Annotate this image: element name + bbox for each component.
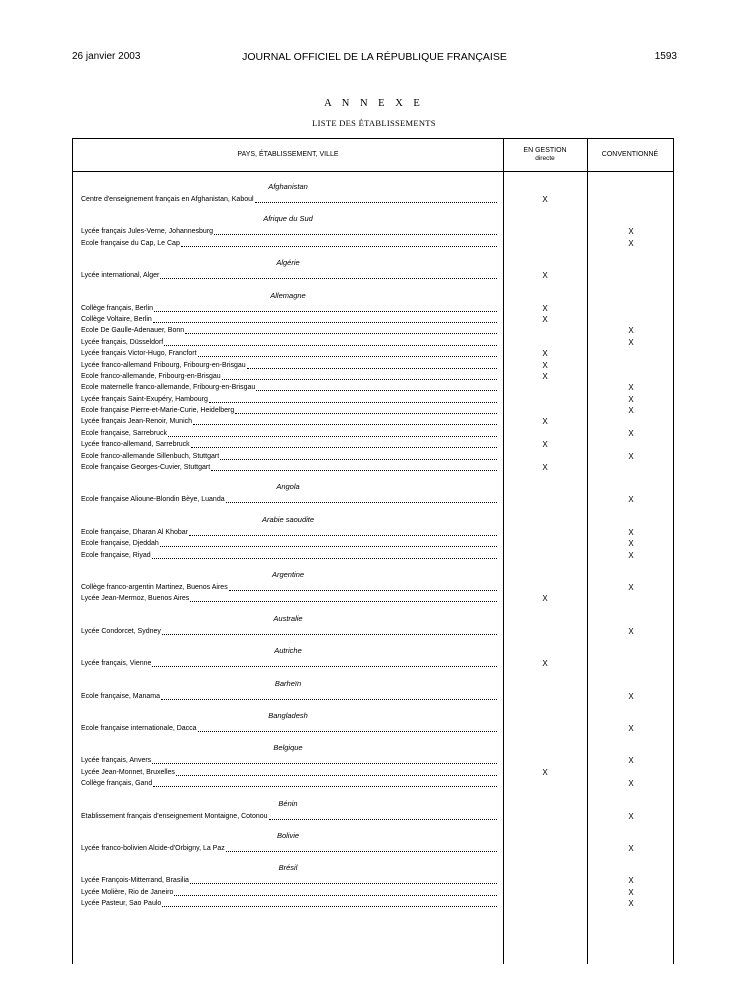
country-heading: Belgique [273, 743, 303, 753]
establishment-name: Lycée François-Mitterrand, Brasilia [81, 877, 189, 885]
table-row [73, 778, 673, 789]
establishment-cell [81, 451, 497, 462]
establishment-name: Lycée français Jean-Renoir, Munich [81, 418, 193, 426]
dot-leader [152, 658, 497, 667]
establishment-cell [81, 428, 497, 439]
establishment-name: Lycée franco-bolivien Alcide-d'Orbigny, La Paz [81, 844, 225, 852]
country-heading: Angola [276, 482, 300, 492]
table-row [73, 691, 673, 702]
table-header [73, 139, 673, 172]
establishment-cell [81, 755, 497, 766]
dot-leader [153, 778, 497, 787]
conventionne-mark: X [628, 428, 634, 438]
table-row [73, 337, 673, 348]
establishment-cell [81, 778, 497, 789]
establishment-name: Lycée français Saint-Exupéry, Hambourg [81, 395, 208, 403]
establishments-table [72, 138, 674, 964]
dot-leader [209, 394, 497, 403]
establishment-name: Lycée Molière, Rio de Janeiro [81, 888, 174, 896]
establishment-cell [81, 194, 497, 205]
conventionne-mark: X [628, 337, 634, 347]
establishment-cell [81, 898, 497, 909]
establishment-name: Lycée français, Anvers [81, 757, 152, 765]
column-header-conventionne: CONVENTIONNÉ [601, 151, 659, 158]
conventionne-mark: X [628, 326, 634, 336]
establishment-name: Centre d'enseignement français en Afghanistan, Kaboul [81, 196, 254, 203]
country-heading: Bénin [278, 798, 298, 808]
conventionne-mark: X [628, 451, 634, 461]
section-gap [73, 909, 673, 915]
establishment-name: Ecole française internationale, Dacca [81, 724, 197, 732]
establishment-name: Ecole française, Riyad [81, 551, 151, 559]
establishment-cell [81, 382, 497, 393]
dot-leader [211, 462, 497, 471]
establishment-name: Ecole française du Cap, Le Cap [81, 239, 180, 247]
direct-management-mark: X [542, 195, 548, 204]
establishment-cell [81, 626, 497, 637]
dot-leader [176, 767, 497, 776]
conventionne-mark: X [628, 691, 634, 701]
conventionne-mark: X [628, 626, 634, 636]
establishment-cell [81, 550, 497, 561]
establishment-name: Lycée français, Düsseldorf [81, 338, 164, 346]
conventionne-mark: X [628, 527, 634, 537]
establishment-cell [81, 314, 497, 325]
establishment-name: Ecole française, Manama [81, 692, 160, 700]
establishment-name: Collège français, Berlin [81, 304, 153, 312]
dot-leader [198, 723, 497, 732]
table-row [73, 887, 673, 898]
conventionne-mark: X [628, 227, 634, 237]
establishment-name: Ecole française, Djeddah [81, 540, 159, 548]
establishment-cell [81, 767, 497, 778]
direct-management-mark: X [542, 349, 548, 359]
conventionne-mark: X [628, 238, 634, 248]
conventionne-mark: X [628, 582, 634, 592]
establishment-cell [81, 360, 497, 371]
dot-leader [226, 494, 497, 503]
dot-leader [190, 875, 497, 884]
establishment-cell [81, 371, 497, 382]
conventionne-mark: X [628, 779, 634, 789]
table-row [73, 394, 673, 405]
conventionne-mark: X [628, 406, 634, 416]
table-row [73, 527, 673, 538]
conventionne-mark: X [628, 495, 634, 505]
conventionne-mark: X [628, 811, 634, 821]
establishment-name: Lycée français Jules-Verne, Johannesburg [81, 228, 214, 236]
header-date: 26 janvier 2003 [72, 51, 141, 62]
direct-management-mark: X [542, 303, 548, 313]
conventionne-mark: X [628, 383, 634, 393]
establishment-cell [81, 416, 497, 427]
establishment-name: Ecole maternelle franco-allemande, Fribourg-en-Brisgau [81, 384, 256, 392]
conventionne-mark: X [628, 756, 634, 766]
table-row [73, 811, 673, 822]
direct-management-mark: X [542, 360, 548, 370]
table-row [73, 538, 673, 549]
table-row [73, 582, 673, 593]
country-heading: Allemagne [270, 290, 306, 300]
establishment-name: Lycée franco-allemand Fribourg, Fribourg-en-Brisgau [81, 361, 246, 369]
establishment-name: Collège franco-argentin Martinez, Buenos Aires [81, 583, 228, 591]
table-row [73, 382, 673, 393]
dot-leader [190, 593, 497, 602]
table-row [73, 226, 673, 237]
conventionne-mark: X [628, 843, 634, 853]
country-heading: Bolivie [276, 830, 300, 840]
country-heading: Autriche [274, 646, 302, 656]
establishment-name: Ecole française Georges-Cuvier, Stuttgart [81, 464, 211, 472]
establishment-name: Ecole française, Dharan Al Khobar [81, 528, 189, 536]
conventionne-mark: X [628, 899, 634, 909]
country-heading: Barheïn [274, 678, 302, 688]
table-row [73, 360, 673, 371]
country-heading: Arabie saoudite [261, 514, 315, 524]
direct-management-mark: X [542, 594, 548, 604]
table-row [73, 238, 673, 249]
direct-management-mark: X [542, 659, 548, 669]
table-row [73, 755, 673, 766]
dot-leader [181, 238, 497, 247]
dot-leader [189, 527, 497, 536]
establishment-cell [81, 887, 497, 898]
dot-leader [255, 194, 497, 203]
establishment-cell [81, 462, 497, 473]
establishment-cell [81, 238, 497, 249]
table-row [73, 550, 673, 561]
direct-management-mark: X [542, 767, 548, 777]
page-header [72, 51, 677, 65]
dot-leader [193, 416, 497, 425]
country-heading: Bangladesh [268, 710, 308, 720]
establishment-name: Lycée Condorcet, Sydney [81, 627, 161, 635]
table-row [73, 451, 673, 462]
dot-leader [185, 325, 497, 334]
establishment-cell [81, 494, 497, 505]
direct-management-mark: X [542, 417, 548, 427]
establishment-name: Collège français, Gand [81, 780, 153, 788]
establishment-name: Etablissement français d'enseignement Montaigne, Cotonou [81, 812, 268, 820]
direct-management-mark: X [542, 440, 548, 450]
direct-management-mark: X [542, 314, 548, 324]
table-row [73, 348, 673, 359]
column-header-direct-management [503, 139, 587, 171]
establishment-name: Lycée Jean-Monnet, Bruxelles [81, 768, 175, 776]
establishment-cell [81, 303, 497, 314]
dot-leader [164, 337, 497, 346]
establishment-name: Ecole franco-allemande, Fribourg-en-Brisgau [81, 372, 221, 380]
establishment-cell [81, 723, 497, 734]
conventionne-mark: X [628, 887, 634, 897]
document-subtitle: LISTE DES ÉTABLISSEMENTS [312, 118, 436, 128]
establishment-cell [81, 270, 497, 281]
dot-leader [235, 405, 497, 414]
establishment-cell [81, 394, 497, 405]
dot-leader [162, 898, 497, 907]
establishment-name: Lycée international, Alger [81, 272, 160, 280]
dot-leader [214, 226, 497, 235]
table-row [73, 303, 673, 314]
dot-leader [222, 371, 497, 380]
table-row [73, 723, 673, 734]
country-heading: Brésil [278, 863, 298, 873]
establishment-cell [81, 226, 497, 237]
table-row [73, 416, 673, 427]
dot-leader [153, 314, 497, 323]
dot-leader [174, 887, 497, 896]
table-row [73, 439, 673, 450]
table-row [73, 270, 673, 281]
table-row [73, 194, 673, 205]
establishment-name: Lycée français, Vienne [81, 660, 152, 668]
table-row [73, 494, 673, 505]
establishment-name: Ecole De Gaulle-Adenauer, Bonn [81, 327, 185, 335]
table-row [73, 371, 673, 382]
document-title: A N N E X E [324, 98, 424, 109]
establishment-name: Collège Voltaire, Berlin [81, 315, 152, 323]
dot-leader [160, 270, 497, 279]
table-row [73, 626, 673, 637]
table-row [73, 405, 673, 416]
dot-leader [168, 428, 497, 437]
country-heading: Australie [273, 613, 303, 623]
establishment-cell [81, 348, 497, 359]
table-row [73, 325, 673, 336]
establishment-cell [81, 593, 497, 604]
establishment-name: Lycée français Victor-Hugo, Francfort [81, 350, 197, 358]
establishment-cell [81, 405, 497, 416]
dot-leader [226, 843, 497, 852]
table-row [73, 314, 673, 325]
establishment-cell [81, 337, 497, 348]
establishment-name: Ecole franco-allemande Sillenbuch, Stuttgart [81, 452, 220, 460]
establishment-cell [81, 439, 497, 450]
table-row [73, 462, 673, 473]
establishment-cell [81, 843, 497, 854]
header-journal-title: JOURNAL OFFICIEL DE LA RÉPUBLIQUE FRANÇAISE [242, 51, 507, 63]
dot-leader [191, 439, 497, 448]
establishment-cell [81, 691, 497, 702]
table-row [73, 658, 673, 669]
establishment-cell [81, 811, 497, 822]
establishment-cell [81, 582, 497, 593]
table-body [73, 179, 673, 915]
table-row [73, 843, 673, 854]
dot-leader [247, 360, 497, 369]
dot-leader [256, 382, 497, 391]
dot-leader [152, 755, 497, 764]
country-heading: Algérie [276, 258, 300, 268]
dot-leader [154, 303, 497, 312]
dot-leader [160, 538, 497, 547]
dot-leader [198, 348, 497, 357]
table-row [73, 875, 673, 886]
dot-leader [152, 550, 497, 559]
column-header-direct-line1: EN GESTION [523, 147, 567, 154]
establishment-name: Ecole française Pierre-et-Marie-Curie, Heidelberg [81, 407, 235, 415]
establishment-name: Lycée Jean-Mermoz, Buenos Aires [81, 595, 190, 603]
establishment-cell [81, 527, 497, 538]
column-header-establishment: PAYS, ÉTABLISSEMENT, VILLE [237, 151, 339, 158]
dot-leader [269, 811, 497, 820]
table-row [73, 428, 673, 439]
direct-management-mark: X [542, 463, 548, 473]
conventionne-mark: X [628, 550, 634, 560]
header-page-number: 1593 [654, 51, 677, 62]
conventionne-mark: X [628, 394, 634, 404]
conventionne-mark: X [628, 539, 634, 549]
column-header-direct-line2: directe [535, 155, 555, 162]
table-row [73, 593, 673, 604]
establishment-name: Lycée franco-allemand, Sarrebruck [81, 441, 190, 449]
conventionne-mark: X [628, 723, 634, 733]
country-heading: Afrique du Sud [263, 214, 313, 224]
conventionne-mark: X [628, 876, 634, 886]
establishment-name: Ecole française, Sarrebruck [81, 429, 167, 437]
dot-leader [229, 582, 497, 591]
establishment-name: Ecole française Alioune-Blondin Bèye, Luanda [81, 496, 225, 504]
table-row [73, 767, 673, 778]
dot-leader [161, 691, 497, 700]
establishment-cell [81, 875, 497, 886]
country-heading: Argentine [271, 569, 305, 579]
dot-leader [220, 451, 497, 460]
direct-management-mark: X [542, 371, 548, 381]
country-heading: Afghanistan [268, 182, 308, 191]
establishment-cell [81, 658, 497, 669]
establishment-cell [81, 325, 497, 336]
table-row [73, 898, 673, 909]
dot-leader [162, 626, 497, 635]
direct-management-mark: X [542, 271, 548, 281]
establishment-cell [81, 538, 497, 549]
establishment-name: Lycée Pasteur, Sao Paulo [81, 900, 162, 908]
